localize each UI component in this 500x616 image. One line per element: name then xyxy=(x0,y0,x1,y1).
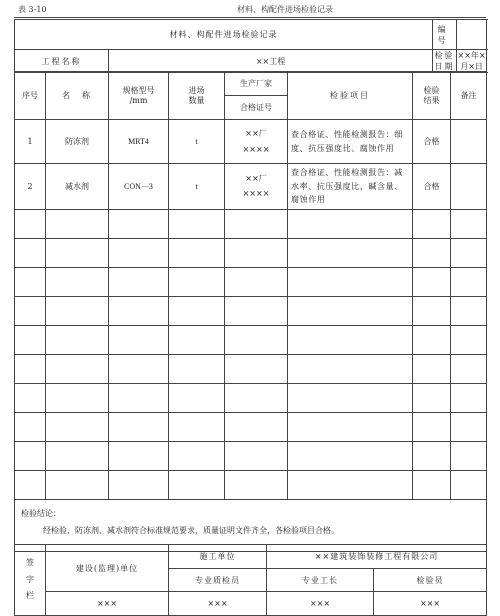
supervisor-signature: ××× xyxy=(46,592,169,616)
col-spec-line1: 规格型号 xyxy=(122,85,155,95)
col-items: 检验项目 xyxy=(288,72,413,120)
form-title: 材料、构配件进场检验记录 xyxy=(15,20,433,50)
row-spec: MRT4 xyxy=(109,120,169,164)
inspector-signature: ××× xyxy=(169,592,267,616)
row-spec: CON－3 xyxy=(109,164,169,210)
empty-row xyxy=(15,354,487,383)
conclusion-text: 经检验，防冻剂、减水剂符合标准规范要求，质量证明文件齐全，各检验项目合格。 xyxy=(43,525,339,535)
project-label: 工程名称 xyxy=(15,50,109,73)
col-name: 名 称 xyxy=(46,72,109,120)
foreman-signature: ××× xyxy=(267,592,374,616)
row-items: 查合格证、性能检测报告：减水率、抗压强度比、碱含量、腐蚀作用 xyxy=(288,164,413,210)
sig-char-3: 栏 xyxy=(26,591,34,601)
col-spec-line2: /mm xyxy=(129,95,148,105)
row-seq: 2 xyxy=(15,164,46,210)
supervisor-label: 建设(监理)单位 xyxy=(46,545,169,592)
empty-row xyxy=(15,267,487,296)
col-manufacturer: 生产厂家 xyxy=(225,72,288,96)
tester-signature: ××× xyxy=(374,592,487,616)
row-manufacturer xyxy=(225,164,288,210)
sig-char-2: 字 xyxy=(26,574,34,584)
row-manufacturer-name: ××厂 xyxy=(245,174,267,184)
date-label: 检验日期 xyxy=(434,51,455,71)
row-result: 合格 xyxy=(413,120,451,164)
col-result-line2: 结果 xyxy=(423,95,440,105)
col-spec xyxy=(109,72,169,120)
col-seq: 序号 xyxy=(15,72,46,120)
signature-table xyxy=(14,544,487,616)
row-remark xyxy=(451,164,487,210)
row-name: 减水剂 xyxy=(46,164,109,210)
foreman-label: 专业工长 xyxy=(267,569,374,592)
header-rule xyxy=(14,17,486,18)
col-result xyxy=(413,72,451,120)
row-manufacturer-name: ××厂 xyxy=(245,129,267,139)
col-qty-line2: 数量 xyxy=(188,95,205,105)
empty-row xyxy=(15,238,487,267)
col-qty-line1: 进场 xyxy=(188,85,205,95)
row-certificate: ×××× xyxy=(242,189,270,199)
row-manufacturer xyxy=(225,120,288,164)
inspector-label: 专业质检员 xyxy=(169,569,267,592)
tester-label: 检验员 xyxy=(374,569,487,592)
empty-row xyxy=(15,325,487,354)
row-result: 合格 xyxy=(413,164,451,210)
row-items: 查合格证、性能检测报告：细度、抗压强度比、腐蚀作用 xyxy=(288,120,413,164)
col-certificate: 合格证号 xyxy=(225,96,288,120)
project-value: ××工程 xyxy=(109,50,433,73)
table-number: 表 3-10 xyxy=(18,5,47,14)
row-certificate: ×××× xyxy=(242,144,270,154)
sig-char-1: 签 xyxy=(26,557,34,567)
col-remark: 备注 xyxy=(451,72,487,120)
empty-row xyxy=(15,209,487,238)
conclusion-label: 检验结论： xyxy=(21,508,61,518)
empty-row xyxy=(15,441,487,470)
date-value: ××年×月×日 xyxy=(457,51,486,71)
construction-unit-value: ××建筑装饰装修工程有限公司 xyxy=(267,545,487,569)
signature-column-label xyxy=(15,545,46,616)
table-row xyxy=(15,164,487,210)
row-qty: t xyxy=(169,120,225,164)
construction-unit-label: 施工单位 xyxy=(169,545,267,569)
number-value xyxy=(457,20,487,50)
row-name: 防冻剂 xyxy=(46,120,109,164)
inspection-items-table xyxy=(14,71,487,552)
row-qty: t xyxy=(169,164,225,210)
inspection-record-table xyxy=(14,19,487,73)
row-remark xyxy=(451,120,487,164)
empty-row xyxy=(15,470,487,499)
empty-row xyxy=(15,296,487,325)
empty-row xyxy=(15,383,487,412)
row-seq: 1 xyxy=(15,120,46,164)
col-qty xyxy=(169,72,225,120)
number-label: 编 号 xyxy=(433,20,457,50)
table-row xyxy=(15,120,487,164)
running-title: 材料、构配件进场检验记录 xyxy=(237,5,333,14)
empty-row xyxy=(15,412,487,441)
col-result-line1: 检验 xyxy=(423,85,440,95)
